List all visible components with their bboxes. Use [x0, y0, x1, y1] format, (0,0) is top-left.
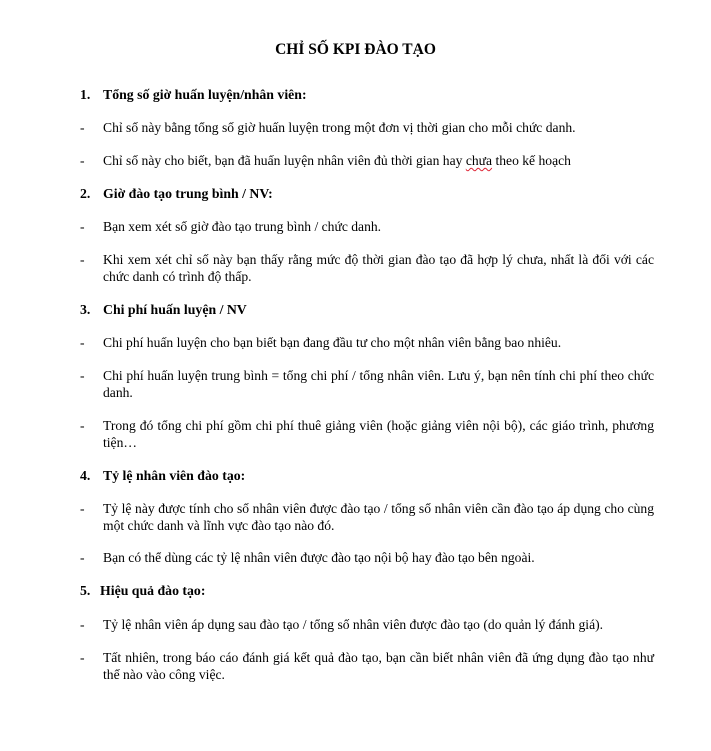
bullet-dash: - — [80, 418, 85, 433]
section-title: Hiệu quả đào tạo: — [100, 583, 206, 598]
bullet-text: Chi phí huấn luyện cho bạn biết bạn đang đầu tư cho một nhân viên bằng bao nhiêu. — [103, 335, 562, 350]
bullet-text: Trong đó tổng chi phí gồm chi phí thuê giảng viên (hoặc giảng viên nội bộ), các giáo trình, phương tiện… — [103, 418, 654, 450]
bullet-dash: - — [80, 650, 85, 665]
section-1-heading — [80, 86, 307, 103]
bullet-text-part: Chỉ số này cho biết, bạn đã huấn luyện nhân viên đủ thời gian hay — [103, 153, 466, 168]
document-title: CHỈ SỐ KPI ĐÀO TẠO — [275, 41, 436, 58]
section-4-heading — [80, 467, 245, 484]
bullet-dash: - — [80, 335, 85, 350]
bullet-text — [103, 152, 654, 169]
section-number: 1. — [80, 87, 91, 102]
bullet-dash: - — [80, 617, 85, 632]
bullet-item — [80, 616, 654, 633]
bullet-text-part: theo kế hoạch — [492, 153, 571, 168]
section-3-heading — [80, 301, 247, 318]
bullet-dash: - — [80, 252, 85, 267]
bullet-dash: - — [80, 368, 85, 383]
bullet-text: Tất nhiên, trong báo cáo đánh giá kết quả đào tạo, bạn cần biết nhân viên đã ứng dụng đào tạo như thế nào vào công việc. — [103, 650, 654, 682]
bullet-item — [80, 218, 654, 235]
bullet-text: Tỷ lệ nhân viên áp dụng sau đào tạo / tổng số nhân viên được đào tạo (do quản lý đánh giá). — [103, 617, 604, 632]
section-title: Chi phí huấn luyện / NV — [103, 302, 247, 317]
bullet-dash: - — [80, 153, 85, 168]
section-number: 5. — [80, 583, 91, 598]
bullet-text: Chỉ số này bằng tổng số giờ huấn luyện trong một đơn vị thời gian cho mỗi chức danh. — [103, 120, 576, 135]
bullet-item — [80, 367, 654, 401]
section-5-heading — [80, 582, 205, 599]
bullet-item — [80, 417, 654, 451]
section-number: 2. — [80, 186, 91, 201]
section-2-heading — [80, 185, 273, 202]
bullet-dash: - — [80, 501, 85, 516]
bullet-dash: - — [80, 120, 85, 135]
section-title: Tổng số giờ huấn luyện/nhân viên: — [103, 87, 307, 102]
bullet-item — [80, 251, 654, 285]
section-title: Tỷ lệ nhân viên đào tạo: — [103, 468, 246, 483]
bullet-dash: - — [80, 550, 85, 565]
bullet-item — [80, 119, 654, 136]
bullet-text: Bạn có thể dùng các tỷ lệ nhân viên được đào tạo nội bộ hay đào tạo bên ngoài. — [103, 550, 535, 565]
bullet-item — [80, 500, 654, 534]
bullet-item — [80, 549, 654, 566]
bullet-item — [80, 152, 654, 169]
section-number: 3. — [80, 302, 91, 317]
section-title: Giờ đào tạo trung bình / NV: — [103, 186, 273, 201]
bullet-text: Tỷ lệ này được tính cho số nhân viên được đào tạo / tổng số nhân viên cần đào tạo áp dụng cho cùng một chức danh và lĩnh vực đào tạo nào đó. — [103, 501, 654, 533]
bullet-text: Bạn xem xét số giờ đào tạo trung bình / chức danh. — [103, 219, 382, 234]
bullet-text: Khi xem xét chỉ số này bạn thấy rằng mức độ thời gian đào tạo đã hợp lý chưa, nhất là đối với các chức danh có trình độ thấp. — [103, 252, 654, 284]
bullet-item — [80, 649, 654, 683]
section-number: 4. — [80, 468, 91, 483]
bullet-text: Chi phí huấn luyện trung bình = tổng chi phí / tổng nhân viên. Lưu ý, bạn nên tính chi phí theo chức danh. — [103, 368, 654, 400]
spellcheck-marked-word: chưa — [465, 153, 493, 168]
bullet-dash: - — [80, 219, 85, 234]
bullet-item — [80, 334, 654, 351]
